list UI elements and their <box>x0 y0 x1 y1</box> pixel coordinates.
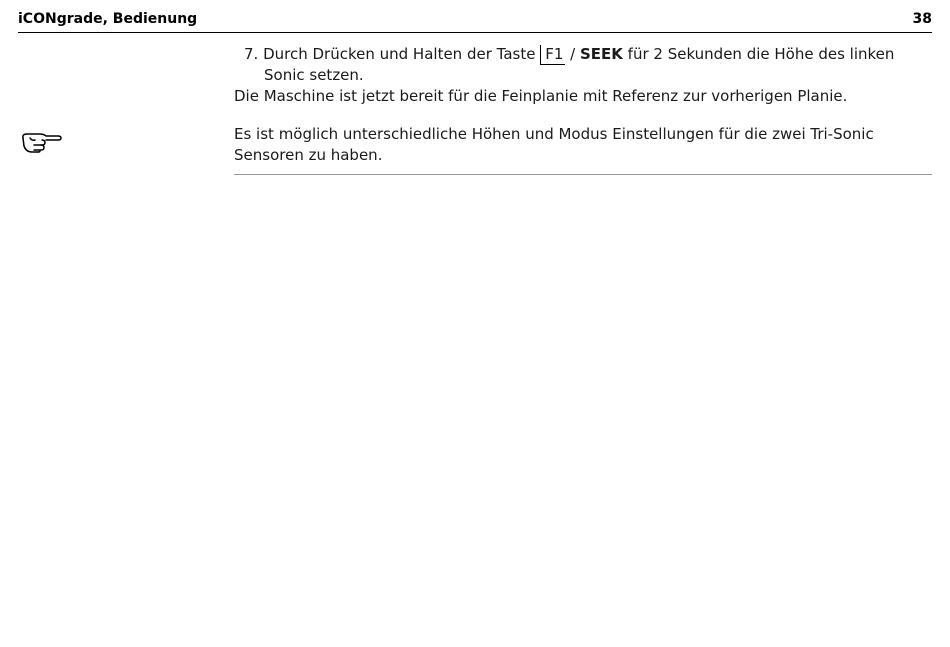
step-number: 7. <box>244 45 259 63</box>
key-f1: F1 <box>540 45 565 65</box>
step-separator: / <box>565 45 580 63</box>
note-text: Es ist möglich unterschiedliche Höhen und Modus Einstellungen für die zwei Tri-Sonic Sensoren zu haben. <box>234 124 932 175</box>
step-7 <box>234 44 932 86</box>
pointing-hand-icon <box>20 130 62 154</box>
step-text-before: Durch Drücken und Halten der Taste <box>258 45 541 63</box>
info-paragraph: Die Maschine ist jetzt bereit für die Feinplanie mit Referenz zur vorherigen Planie. <box>234 87 848 105</box>
content-area <box>234 44 932 175</box>
page-number: 38 <box>912 11 932 27</box>
document-title: iCONgrade, Bedienung <box>18 11 198 27</box>
step-text-after: für 2 Sekunden die Höhe des linken Sonic setzen. <box>264 45 895 84</box>
page-header <box>18 8 932 33</box>
function-seek: SEEK <box>579 45 623 63</box>
